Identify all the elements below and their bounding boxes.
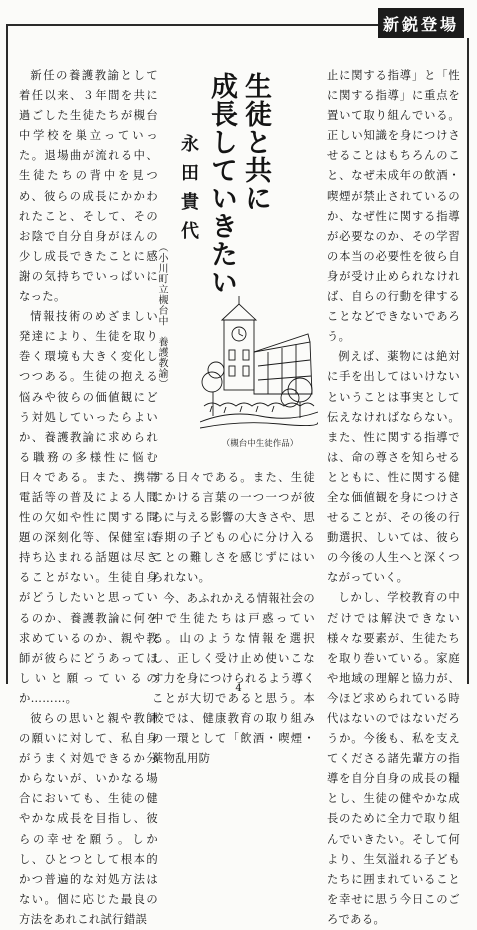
paragraph: 例えば、薬物には絶対に手を出してはいけないということは事実として伝えなければならない。また、性に関する指導では、命の尊さを知らせるとともに、性に関する健全な価値観を身につけさせることが、その後の行動選択、しいては、彼らの今後の人生へと深くつながっていく。	[327, 350, 460, 585]
frame-left-rule	[6, 24, 8, 684]
paragraph: 止に関する指導」と「性に関する指導」に重点を置いて取り組んでいる。正しい知識を身につけさせることはもちろんのこと、なぜ未成年の飲酒・喫煙が禁止されているのか、なぜ性に関する指導が必要なのか、その学習の本当の必要性を彼ら自身が受け止められなければ、自らの行動を律することなどできないであろう。	[327, 69, 460, 344]
body-column-3	[327, 66, 460, 930]
paragraph: 彼らの思いと親や教師の願いに対して、私自身がうまく対処できるか分からないが、いかなる場合においても、生徒の健やかな成長を目指し、彼らの幸せを願う。しかし、ひとつとして根本的かつ普遍的な対処方法はない。個に応じた最良の方法をあれこれ試行錯誤	[19, 712, 158, 926]
author-name: 永田貴代	[178, 134, 199, 250]
article-title	[204, 72, 272, 302]
paragraph: 今、あふれかえる情報社会の中で生徒たちは戸惑っている。山のような情報を選択し、正しく受け止め使いこなす力を身につけられるよう導くことが大切であると思う。本校では、健康教育の取り組みの一環として「飲酒・喫煙・薬物乱用防	[152, 591, 315, 766]
author-affiliation: （小川町立槻台中 養護教諭）	[156, 242, 167, 389]
section-badge: 新鋭登場	[378, 8, 464, 38]
body-column-1	[19, 66, 158, 930]
paragraph: 情報技術のめざましい発達により、生徒を取り巻く環境も大きく変化しつつある。生徒の抱える悩みや彼らの価値観にどう対処していったらよいか、養護教論に求められる職務の多様性に悩む日々である。また、携帯電話等の普及による人間性の欠如や性に関する問題の深刻化等、保健室に持ち込まれる話題は尽きることがない。生徒自身がどうしたいと思っているのか、養護教論に何を求めているのか、親や教師が彼らにどうあってほしいと願っているのか………。	[19, 310, 158, 705]
page-number: 4	[235, 683, 242, 694]
title-line-1: 生徒と共に	[240, 72, 271, 212]
frame-top-rule	[6, 24, 378, 26]
paragraph: しかし、学校教育の中だけでは解決できない様々な要素が、生徒たちを取り巻いている。家庭や地域の理解と協力が、今ほど求められている時代はないのではないだろうか。今後も、私を支えてくださる諸先輩方の指導を自分自身の成長の糧とし、生徒の健やかな成長のために全力で取り組んでいきたい。そして何より、生気溢れる子どもたちに囲まれていることを幸せに思う今日このごろである。	[327, 591, 460, 926]
body-column-2	[152, 468, 315, 769]
paragraph: 新任の養護教諭として着任以来、３年間を共に過ごした生徒たちが槻台中学校を巣立っていった。退場曲が流れる中、生徒たちの背中を見つめ、彼らの成長にかかわれたこと、そして、そのお陰で自分自身がほんの少し成長できたことに感謝の気持ちでいっぱいになった。	[19, 69, 158, 304]
title-line-2: 成長していきたい	[206, 72, 237, 296]
illustration-caption: （槻台中生徒作品）	[221, 439, 299, 449]
frame-right-rule	[467, 38, 469, 684]
school-clock-tower-illustration	[200, 282, 318, 432]
paragraph: する日々である。また、生徒にかける言葉の一つ一つが彼らに与える影響の大きさや、思春期の子どもの心に分け入ることの難しさを感じずにはいられない。	[152, 471, 315, 585]
